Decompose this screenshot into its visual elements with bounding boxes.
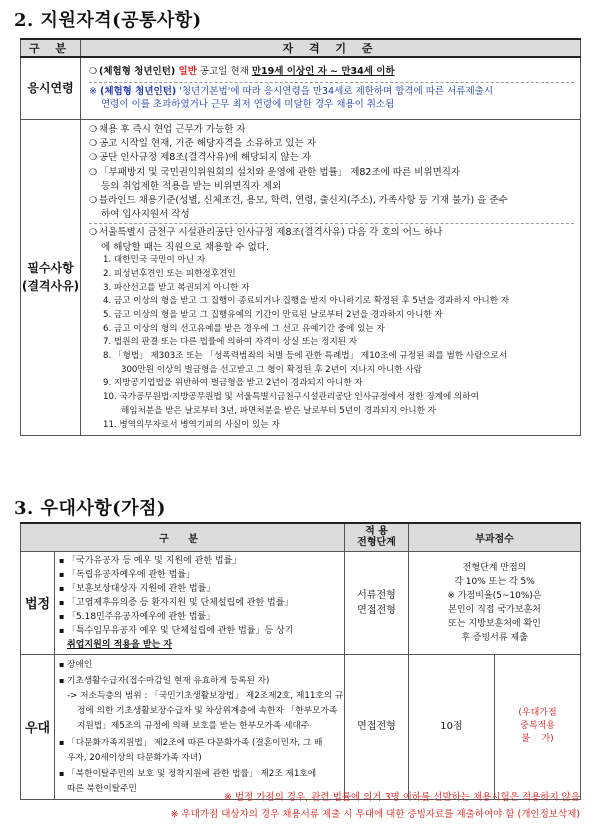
age-date-text: 공고일 현재 xyxy=(196,66,252,78)
qualification-header-row xyxy=(21,39,581,57)
pref-note-line: (우대가점 xyxy=(518,708,557,719)
header-criteria: 자 격 기 준 xyxy=(81,39,581,57)
disqualification-item: 6. 금고 이상의 형의 선고유예를 받은 경우에 그 선고 유예기간 중에 있는 자 xyxy=(103,323,385,334)
pref-item: ▪ 「북한이탈주민의 보호 및 정착지원에 관한 법률」 제2조 제1호에 xyxy=(59,766,340,782)
square-bullet-icon: ▪ xyxy=(59,583,65,593)
square-bullet-icon: ▪ xyxy=(59,569,65,579)
age-note-line-2: 연령이 이를 초과하였거나 근무 최저 연령에 미달한 경우 채용이 취소됨 xyxy=(101,98,395,110)
requirements-label-main: 필수사항 xyxy=(27,261,74,276)
pref-row xyxy=(21,654,581,800)
age-row xyxy=(21,57,581,119)
disqualification-item-cont: 300만원 이상의 벌금형을 선고받고 그 형이 확정된 후 2년이 지나지 아니한 사람 xyxy=(121,364,422,375)
pref-stage: 면접전형 xyxy=(345,654,409,800)
req-bullet: ❍ 공단 인사규정 제8조(결격사유)에 해당되지 않는 자 xyxy=(89,151,574,165)
age-range: 만19세 이상인 자 ~ 만34세 이하 xyxy=(251,66,395,78)
disqualification-item-cont: 해임처분을 받은 날로부터 3년, 파면처분을 받은 날로부터 5년이 경과되지 아니한 자 xyxy=(121,405,436,416)
legal-points-line: 전형단계 만점의 xyxy=(462,562,527,573)
legal-stage-interview: 면접전형 xyxy=(357,604,396,616)
pref-item: ▪ 장애인 xyxy=(59,657,340,673)
legal-points-line: 또는 지방보훈처에 확인 xyxy=(448,618,541,629)
square-bullet-icon: ▪ xyxy=(59,625,65,635)
legal-points-line: ※ 가점비율(5~10%)은 xyxy=(447,590,542,601)
pref-note xyxy=(495,654,581,800)
requirements-row xyxy=(21,119,581,436)
square-bullet-icon: ▪ xyxy=(59,675,65,685)
pref-item-detail: 지원법」제5조의 규정에 의해 보호를 받는 한부모가족 세대주 xyxy=(77,721,310,732)
pref-item: ▪ 「다문화가족지원법」 제2조에 따른 다문화가족 (결혼이민자, 그 배 xyxy=(59,735,340,751)
requirements-label xyxy=(21,119,81,436)
req-bullet: ❍ 채용 후 즉시 현업 근무가 가능한 자 xyxy=(89,123,574,137)
pref-item-detail: -> 저소득층의 범위 : 「국민기초생활보장법」 제2조제2호, 제11호의 규 xyxy=(67,690,344,701)
age-note-type: (체험형 청년인턴) xyxy=(99,85,177,97)
req-bullet: ❍ 「부패방지 및 국민권익위원회의 설치와 운영에 관한 법률」 제82조에 따른 비위면직자 xyxy=(89,166,574,180)
req-bullet-cont: 등의 취업제한 적용을 받는 비위면직자 제외 xyxy=(101,181,282,193)
age-note-line-1 xyxy=(89,85,574,98)
header-category: 구 분 xyxy=(21,523,345,551)
circle-bullet-icon: ❍ xyxy=(89,228,98,239)
legal-item-last: 취업지원의 적용을 받는 자 xyxy=(67,639,173,650)
disqualification-item: 11. 병역의무자로서 병역기피의 사실이 있는 자 xyxy=(103,419,280,430)
circle-bullet-icon: ❍ xyxy=(89,195,98,206)
age-general: 일반 xyxy=(178,66,197,78)
section3-title: 3. 우대사항(가점) xyxy=(14,498,166,519)
square-bullet-icon: ▪ xyxy=(59,597,65,607)
legal-item: ▪ 「5.18민주유공자예우에 관한 법률」 xyxy=(59,611,216,622)
legal-label: 법정 xyxy=(21,551,55,654)
req-bullet-cont: 하여 입사지원서 작성 xyxy=(101,208,190,220)
age-note xyxy=(89,82,574,112)
circle-bullet-icon: ❍ xyxy=(89,67,98,78)
legal-item: ▪ 「독립유공자예우에 관한 법률」 xyxy=(59,569,196,580)
legal-points-note: ※ 법정 가점의 경우, 관련 법률에 의거 3명 이하를 선발하는 채용시험은 적용하지 않음 xyxy=(223,792,580,803)
square-bullet-icon: ▪ xyxy=(59,611,65,621)
header-stage xyxy=(345,523,409,551)
square-bullet-icon: ▪ xyxy=(59,555,65,565)
disqualification-block xyxy=(89,223,574,432)
header-stage-line1: 적 용 xyxy=(365,526,388,538)
square-bullet-icon: ▪ xyxy=(59,768,65,778)
legal-item: ▪ 「국가유공자 등 예우 및 지원에 관한 법률」 xyxy=(59,555,242,566)
header-points: 부과점수 xyxy=(409,523,581,551)
disqualification-item: 8. 「형법」 제303조 또는 「성폭력범죄의 처벌 등에 관한 특례법」 제10조에 규정된 죄를 범한 사람으로서 xyxy=(103,351,508,362)
requirements-criteria xyxy=(81,119,581,436)
legal-item: ▪ 「특수임무유공자 예우 및 단체설립에 관한 법률」등 상기 xyxy=(59,625,294,636)
pref-item-detail: 정에 의한 기초생활보장수급자 및 차상위계층에 속한자 「한부모가족 xyxy=(77,706,338,717)
age-criteria xyxy=(81,57,581,119)
req-bullet-cont: 에 해당할 때는 직원으로 채용할 수 없다. xyxy=(101,241,269,253)
pref-points: 10점 xyxy=(409,654,495,800)
age-line-1 xyxy=(89,65,574,79)
legal-points-line: 본인이 직접 국가보훈처 xyxy=(448,604,541,615)
pref-note-line: 중복적용 xyxy=(520,721,555,732)
disqualification-item: 5. 금고 이상의 형을 받고 그 집행유예의 기간이 만료된 날로부터 2년을 경과하지 아니한 자 xyxy=(103,309,443,320)
circle-bullet-icon: ❍ xyxy=(89,124,98,135)
legal-points-line: 후 증빙서류 제출 xyxy=(461,632,528,643)
disqualification-item: 2. 피성년후견인 또는 피한정후견인 xyxy=(103,268,236,279)
evidence-note: ※ 우대가점 대상자의 경우 채용서류 제출 시 우대에 대한 증빙자료를 제출하여야 함 (개인정보삭제) xyxy=(170,809,580,820)
legal-row xyxy=(21,551,581,654)
preference-header-row xyxy=(21,523,581,551)
disqualification-item: 7. 법원의 판결 또는 다른 법률에 의하여 자격이 상실 또는 정지된 자 xyxy=(103,337,358,348)
square-bullet-icon: ▪ xyxy=(59,659,65,669)
disqualification-item: 4. 금고 이상의 형을 받고 그 집행이 종료되거나 집행을 받지 아니하기로 확정된 후 5년을 경과하지 아니한 자 xyxy=(103,296,510,307)
preference-table xyxy=(20,522,581,800)
pref-items xyxy=(55,654,345,800)
legal-item: ▪ 「고엽제후유의증 등 환자지원 및 단체설립에 관한 법률」 xyxy=(59,597,294,608)
legal-stage-doc: 서류전형 xyxy=(357,589,396,601)
qualification-table xyxy=(20,38,581,436)
disqualification-item: 10. 국가공무원법·지방공무원법 및 서울특별시금천구시설관리공단 인사규정에서 정한 징계에 의하여 xyxy=(103,392,479,403)
age-label: 응시연령 xyxy=(21,57,81,119)
section2-title: 2. 지원자격(공통사항) xyxy=(14,10,202,31)
pref-label: 우대 xyxy=(21,654,55,800)
legal-points-line: 각 10% 또는 각 5% xyxy=(454,576,535,587)
pref-note-line: 불 가) xyxy=(521,734,554,745)
circle-bullet-icon: ❍ xyxy=(89,153,98,164)
pref-item-detail: 우자, 20세이상의 다문화가족 자녀) xyxy=(67,752,202,763)
square-bullet-icon: ▪ xyxy=(59,737,65,747)
age-intern-type: (체험형 청년인턴) xyxy=(99,66,179,78)
circle-bullet-icon: ❍ xyxy=(89,138,98,149)
req-bullet: ❍ 공고 시작일 현재, 기준 해당자격을 소유하고 있는 자 xyxy=(89,137,574,151)
disqualification-item: 1. 대한민국 국민이 아닌 자 xyxy=(103,255,206,266)
note-mark: ※ xyxy=(89,85,100,97)
header-category: 구 분 xyxy=(21,39,81,57)
disqualification-item: 3. 파산선고를 받고 복권되지 아니한 자 xyxy=(103,282,250,293)
legal-items xyxy=(55,551,345,654)
legal-stage xyxy=(345,551,409,654)
requirements-label-sub: (결격사유) xyxy=(21,279,80,294)
req-bullet: ❍ 블라인드 채용기준(성별, 신체조건, 용모, 학력, 연령, 출신지(주소), 가족사항 등 기재 불가) 을 준수 xyxy=(89,194,574,208)
pref-item-detail: 따른 북한이탈주민 xyxy=(67,784,137,795)
req-bullet: ❍ 서울특별시 금천구 시설관리공단 인사규정 제8조(결격사유) 다음 각 호의 어느 하나 xyxy=(89,226,574,240)
legal-points xyxy=(409,551,581,654)
header-stage-line2: 전형단계 xyxy=(357,537,396,549)
legal-item: ▪ 「보훈보상대상자 지원에 관한 법률」 xyxy=(59,583,216,594)
age-note-text: '청년기본법'에 따라 응시연령을 만34세로 제한하며 합격에 따른 서류제출시 xyxy=(176,85,493,97)
circle-bullet-icon: ❍ xyxy=(89,167,98,178)
pref-item: ▪ 기초생활수급자(접수마감일 현재 유효하게 등록된 자) xyxy=(59,673,340,689)
disqualification-item: 9. 지방공기업법을 위반하여 벌금형을 받고 2년이 경과되지 아니한 자 xyxy=(103,378,363,389)
